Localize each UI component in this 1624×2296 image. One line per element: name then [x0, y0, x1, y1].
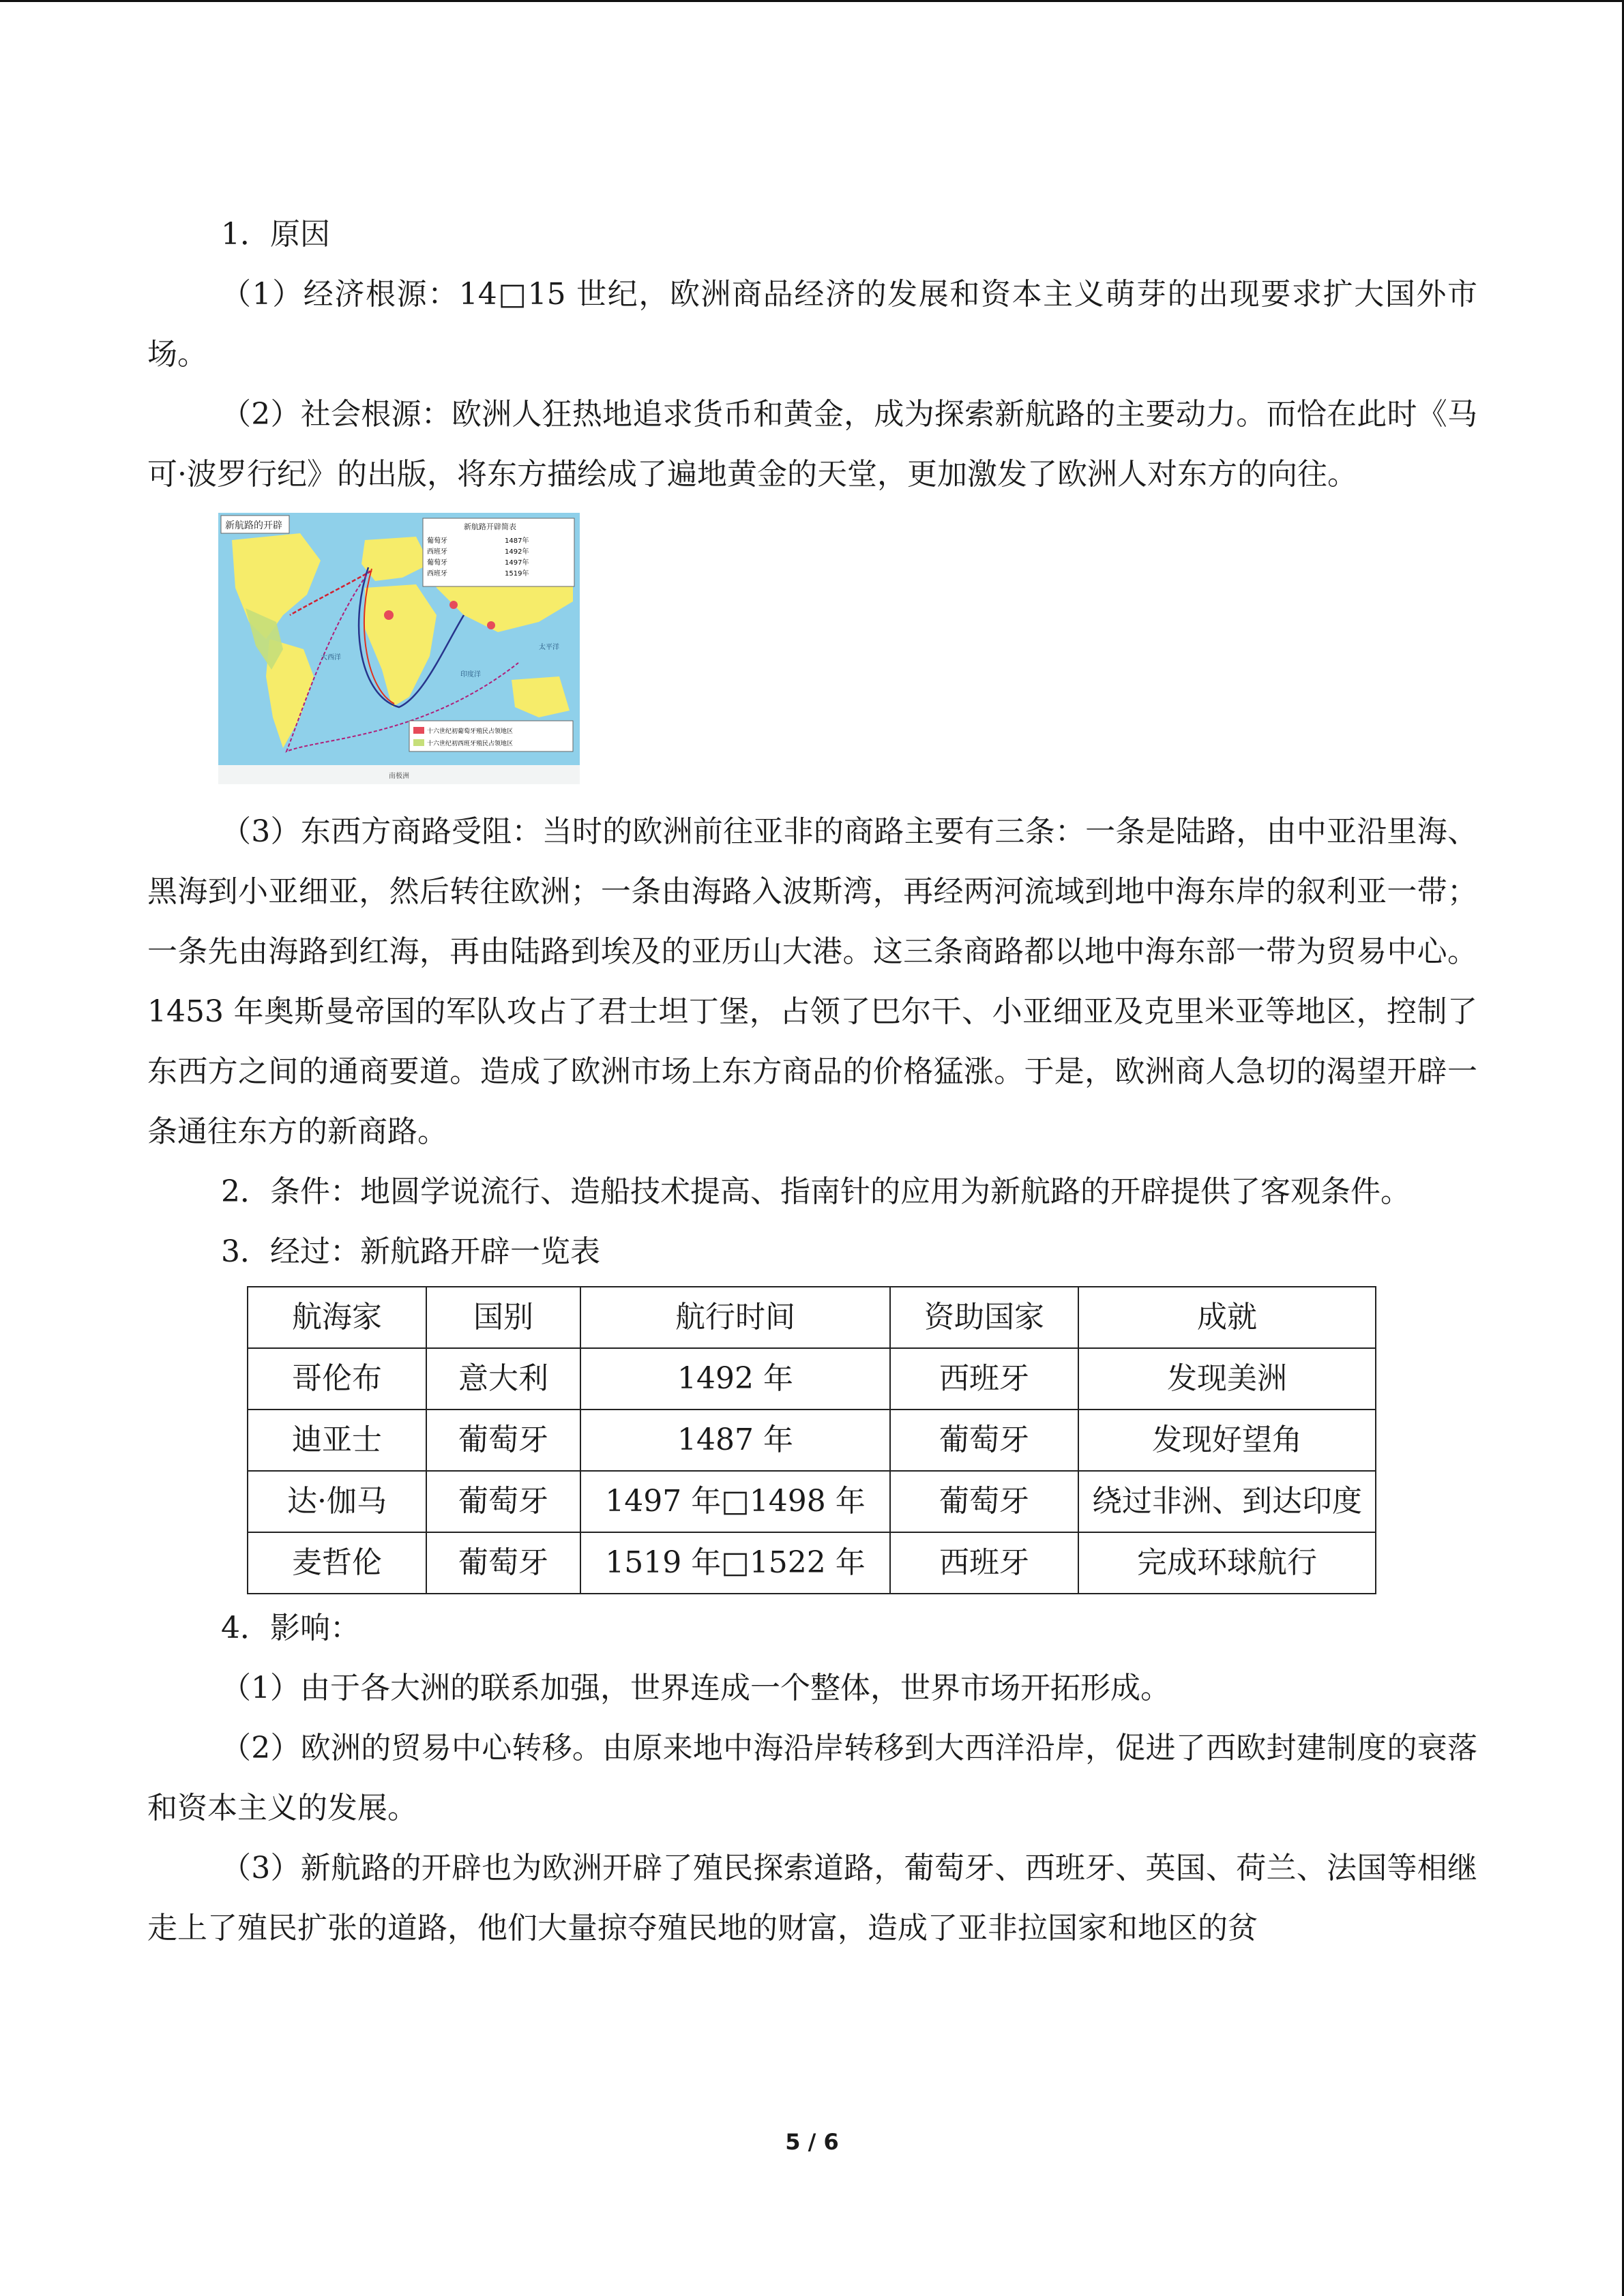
map-inset-year-2: 1492年 [505, 548, 529, 556]
map-legend-spain: 十六世纪初西班牙殖民占领地区 [427, 741, 514, 747]
table-row [248, 1410, 1376, 1471]
page-top-border [0, 0, 1624, 2]
map-inset-country-1: 葡萄牙 [427, 537, 447, 545]
map-inset-country-2: 西班牙 [427, 548, 447, 556]
map-portugal-marker-3 [487, 621, 495, 629]
map-inset-title: 新航路开辟简表 [464, 522, 516, 531]
paragraph-trade-routes-blocked: （3）东西方商路受阻：当时的欧洲前往亚非的商路主要有三条：一条是陆路，由中亚沿里海、黑海到小亚细亚，然后转往欧洲；一条由海路入波斯湾，再经两河流域到地中海东岸的叙利亚一带；一条先由海路到红海，再由陆路到埃及的亚历山大港。这三条商路都以地中海东部一带为贸易中心。1453 年奥斯曼帝国的军队攻占了君士坦丁堡，占领了巴尔干、小亚细亚及克里米亚等地区，控制了东西方之间的通商要道。造成了欧洲市场上东方商品的价格猛涨。于是，欧洲商人急切的渴望开辟一条通往东方的新商路。 [147, 814, 1477, 1149]
map-portugal-marker-1 [384, 610, 394, 620]
table-cell: 绕过非洲、到达印度 [1078, 1471, 1376, 1532]
map-legend-portugal: 十六世纪初葡萄牙殖民占领地区 [427, 728, 514, 735]
table-cell: 哥伦布 [248, 1348, 426, 1410]
table-row [248, 1348, 1376, 1410]
table-cell: 西班牙 [890, 1532, 1078, 1594]
table-header-navigator: 航海家 [248, 1287, 426, 1348]
table-cell: 发现美洲 [1078, 1348, 1376, 1410]
table-cell: 麦哲伦 [248, 1532, 426, 1594]
new-sea-routes-map [218, 513, 580, 784]
table-cell: 西班牙 [890, 1348, 1078, 1410]
map-inset-year-3: 1497年 [505, 559, 529, 567]
table-cell: 1519 年□1522 年 [580, 1532, 890, 1594]
map-label-antarctica: 南极洲 [389, 773, 409, 780]
table-cell: 葡萄牙 [890, 1471, 1078, 1532]
section-3-heading: 3．经过：新航路开辟一览表 [221, 1234, 600, 1269]
paragraph-economic-cause: （1）经济根源：14□15 世纪，欧洲商品经济的发展和资本主义萌芽的出现要求扩大国外市场。 [147, 277, 1477, 372]
map-inset-country-4: 西班牙 [427, 570, 447, 578]
table-header-row [248, 1287, 1376, 1348]
table-header-country: 国别 [426, 1287, 580, 1348]
paragraph-impact-3: （3）新航路的开辟也为欧洲开辟了殖民探索道路，葡萄牙、西班牙、英国、荷兰、法国等相继走上了殖民扩张的道路，他们大量掠夺殖民地的财富，造成了亚非拉国家和地区的贫 [147, 1851, 1477, 1945]
map-portugal-marker-2 [449, 601, 458, 609]
document-body [147, 205, 1477, 1958]
section-4-heading: 4．影响： [221, 1611, 360, 1645]
voyages-table [247, 1286, 1376, 1594]
paragraph-impact-1: （1）由于各大洲的联系加强，世界连成一个整体，世界市场开拓形成。 [221, 1671, 1170, 1705]
map-inset-year-1: 1487年 [505, 537, 529, 545]
page-number: 5 / 6 [785, 2129, 839, 2155]
map-inset-country-3: 葡萄牙 [427, 559, 447, 567]
table-cell: 葡萄牙 [426, 1532, 580, 1594]
map-label-indian: 印度洋 [460, 671, 481, 679]
table-cell: 达·伽马 [248, 1471, 426, 1532]
table-cell: 迪亚士 [248, 1410, 426, 1471]
map-legend-swatch-spain [413, 739, 424, 746]
section-1-heading: 1．原因 [221, 217, 330, 252]
table-cell: 1497 年□1498 年 [580, 1471, 890, 1532]
table-row [248, 1471, 1376, 1532]
table-header-achievement: 成就 [1078, 1287, 1376, 1348]
map-inset-table [423, 518, 574, 586]
map-legend [409, 721, 573, 751]
table-cell: 完成环球航行 [1078, 1532, 1376, 1594]
table-cell: 葡萄牙 [890, 1410, 1078, 1471]
map-label-pacific: 太平洋 [539, 644, 559, 651]
table-cell: 葡萄牙 [426, 1410, 580, 1471]
table-cell: 意大利 [426, 1348, 580, 1410]
table-cell: 发现好望角 [1078, 1410, 1376, 1471]
paragraph-social-cause: （2）社会根源：欧洲人狂热地追求货币和黄金，成为探索新航路的主要动力。而恰在此时《马可·波罗行纪》的出版，将东方描绘成了遍地黄金的天堂，更加激发了欧洲人对东方的向往。 [147, 397, 1477, 492]
map-title: 新航路的开辟 [225, 520, 282, 531]
table-row [248, 1532, 1376, 1594]
table-cell: 1492 年 [580, 1348, 890, 1410]
paragraph-impact-2: （2）欧洲的贸易中心转移。由原来地中海沿岸转移到大西洋沿岸，促进了西欧封建制度的衰落和资本主义的发展。 [147, 1731, 1477, 1825]
table-cell: 1487 年 [580, 1410, 890, 1471]
table-header-sponsor: 资助国家 [890, 1287, 1078, 1348]
table-cell: 葡萄牙 [426, 1471, 580, 1532]
map-label-atlantic: 大西洋 [321, 654, 341, 661]
map-inset-year-4: 1519年 [505, 570, 529, 578]
paragraph-conditions: 2．条件：地圆学说流行、造船技术提高、指南针的应用为新航路的开辟提供了客观条件。 [221, 1174, 1411, 1209]
map-legend-swatch-portugal [413, 727, 424, 734]
table-header-time: 航行时间 [580, 1287, 890, 1348]
